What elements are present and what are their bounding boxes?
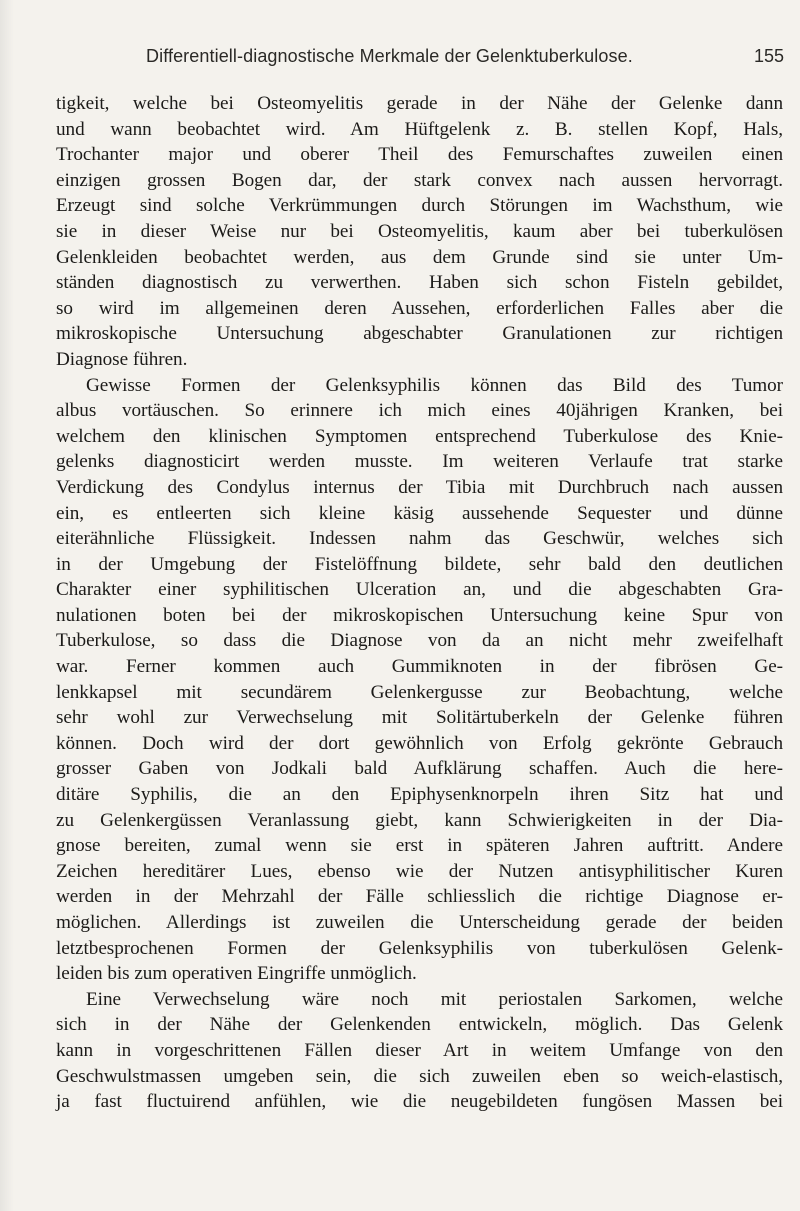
text-line: grosser Gaben von Jodkali bald Aufklärung schaffen. Auch die here- [56, 758, 783, 780]
text-line: ditäre Syphilis, die an den Epiphysenknorpeln ihren Sitz hat und [56, 784, 783, 806]
text-line: zu Gelenkergüssen Veranlassung giebt, kann Schwierigkeiten in der Dia- [56, 809, 783, 831]
text-line: tigkeit, welche bei Osteomyelitis gerade in der Nähe der Gelenke dann [56, 93, 783, 114]
text-line: Gewisse Formen der Gelenksyphilis können das Bild des Tumor [86, 374, 783, 396]
text-line: sie in dieser Weise nur bei Osteomyelitis, kaum aber bei tuberkulösen [56, 220, 783, 242]
body-text [56, 91, 783, 1115]
text-line: gnose bereiten, zumal wenn sie erst in späteren Jahren auftritt. Andere [56, 835, 783, 857]
text-line: mikroskopische Untersuchung abgeschabter Granulationen zur richtigen [56, 323, 783, 345]
text-line: Zeichen hereditärer Lues, ebenso wie der Nutzen antisyphilitischer Kuren [56, 860, 783, 882]
text-line: letztbesprochenen Formen der Gelenksyphilis von tuberkulösen Gelenk- [56, 937, 783, 959]
text-line: ja fast fluctuirend anfühlen, wie die neugebildeten fungösen Massen bei [56, 1091, 783, 1113]
text-line: Verdickung des Condylus internus der Tibia mit Durchbruch nach aussen [56, 476, 783, 498]
page-gutter-shadow [0, 0, 14, 1211]
text-line: nulationen boten bei der mikroskopischen Untersuchung keine Spur von [56, 604, 783, 626]
text-line: Geschwulstmassen umgeben sein, die sich zuweilen eben so weich-elastisch, [56, 1065, 783, 1087]
text-line: möglichen. Allerdings ist zuweilen die Unterscheidung gerade der beiden [56, 912, 783, 933]
text-line: und wann beobachtet wird. Am Hüftgelenk z. B. stellen Kopf, Hals, [56, 118, 783, 140]
text-line: Erzeugt sind solche Verkrümmungen durch Störungen im Wachsthum, wie [56, 195, 783, 217]
text-line: können. Doch wird der dort gewöhnlich von Erfolg gekrönte Gebrauch [56, 732, 783, 754]
text-line: einzigen grossen Bogen dar, der stark convex nach aussen hervorragt. [56, 169, 783, 191]
text-line: ständen diagnostisch zu verwerthen. Haben sich schon Fisteln gebildet, [56, 272, 783, 294]
text-line: so wird im allgemeinen deren Aussehen, erforderlichen Falles aber die [56, 297, 783, 319]
text-line: Trochanter major und oberer Theil des Femurschaftes zuweilen einen [56, 144, 783, 166]
text-line: lenkkapsel mit secundärem Gelenkergusse zur Beobachtung, welche [56, 681, 783, 703]
text-line: werden in der Mehrzahl der Fälle schliesslich die richtige Diagnose er- [56, 886, 783, 908]
page-header [56, 46, 784, 72]
text-line: gelenks diagnosticirt werden musste. Im weiteren Verlaufe trat starke [56, 451, 783, 473]
text-line: sich in der Nähe der Gelenkenden entwickeln, möglich. Das Gelenk [56, 1014, 783, 1036]
text-line: Eine Verwechselung wäre noch mit periostalen Sarkomen, welche [86, 988, 783, 1010]
text-line: albus vortäuschen. So erinnere ich mich eines 40jährigen Kranken, bei [56, 400, 783, 422]
text-line: Diagnose führen. [56, 348, 188, 370]
text-line: Gelenkleiden beobachtet werden, aus dem Grunde sind sie unter Um- [56, 246, 783, 268]
text-line: Charakter einer syphilitischen Ulceration an, und die abgeschabten Gra- [56, 579, 783, 601]
text-line: leiden bis zum operativen Eingriffe unmöglich. [56, 963, 417, 985]
text-line: ein, es entleerten sich kleine käsig aussehende Sequester und dünne [56, 502, 783, 524]
text-line: Tuberkulose, so dass die Diagnose von da an nicht mehr zweifelhaft [56, 630, 783, 652]
text-line: war. Ferner kommen auch Gummiknoten in der fibrösen Ge- [56, 656, 783, 678]
text-line: eiterähnliche Flüssigkeit. Indessen nahm das Geschwür, welches sich [56, 528, 783, 550]
text-line: welchem den klinischen Symptomen entsprechend Tuberkulose des Knie- [56, 425, 783, 447]
text-line: in der Umgebung der Fistelöffnung bildete, sehr bald den deutlichen [56, 553, 783, 575]
page-number: 155 [753, 46, 784, 66]
text-line: sehr wohl zur Verwechselung mit Solitärtuberkeln der Gelenke führen [56, 707, 783, 729]
text-line: kann in vorgeschrittenen Fällen dieser Art in weitem Umfange von den [56, 1039, 783, 1061]
running-head: Differentiell-diagnostische Merkmale der Gelenktuberkulose. [146, 46, 633, 66]
